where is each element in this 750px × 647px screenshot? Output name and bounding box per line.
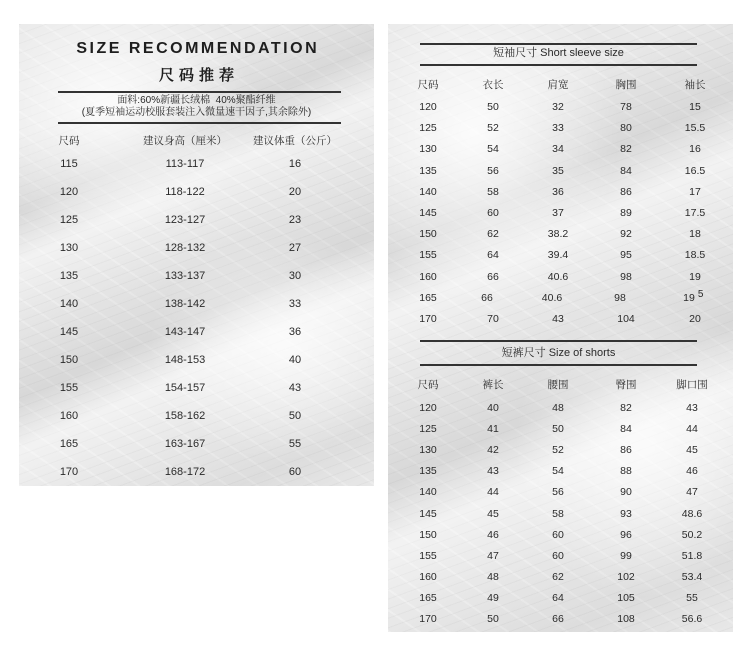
table-cell: 170 — [419, 613, 437, 625]
table-row — [19, 408, 374, 424]
column-header: 臀围 — [615, 379, 637, 391]
table-row — [388, 421, 733, 437]
table-cell: 160 — [419, 571, 437, 583]
table-cell: 41 — [487, 423, 499, 435]
table-cell: 118-122 — [165, 186, 205, 198]
table-cell: 125 — [59, 214, 79, 226]
table-cell: 17.5 — [684, 207, 706, 219]
recommendation-table — [19, 24, 374, 486]
table-cell: 56 — [552, 486, 564, 498]
table-cell: 46 — [487, 529, 499, 541]
table-row — [388, 442, 733, 458]
shorts-table — [388, 24, 733, 632]
table-cell: 92 — [620, 228, 632, 240]
table-cell: 40.6 — [541, 292, 563, 304]
table-cell: 55 — [686, 592, 698, 604]
table-cell: 145 — [419, 207, 437, 219]
table-cell: 33 — [288, 298, 302, 310]
table-row — [388, 463, 733, 479]
table-cell: 170 — [59, 466, 79, 478]
table-cell: 135 — [419, 465, 437, 477]
table-cell: 120 — [419, 101, 437, 113]
table-cell: 50 — [288, 410, 302, 422]
table-row — [19, 436, 374, 452]
table-cell: 143-147 — [164, 326, 206, 338]
table-cell: 48.6 — [681, 508, 703, 520]
table-cell: 160 — [419, 271, 437, 283]
table-cell: 158-162 — [164, 410, 206, 422]
table-cell: 125 — [419, 122, 437, 134]
table-cell: 84 — [620, 165, 632, 177]
table-cell: 60 — [487, 207, 499, 219]
table-cell: 60 — [288, 466, 302, 478]
table-cell: 66 — [552, 613, 564, 625]
table-cell: 16 — [288, 158, 302, 170]
table-cell: 44 — [686, 423, 698, 435]
table-cell: 80 — [620, 122, 632, 134]
table-cell: 40 — [288, 354, 302, 366]
size-detail-panel — [388, 24, 733, 632]
table-cell: 43 — [487, 465, 499, 477]
table-cell: 82 — [620, 143, 632, 155]
table-cell: 84 — [620, 423, 632, 435]
table-row — [388, 527, 733, 543]
table-row — [388, 611, 733, 627]
table-row — [19, 212, 374, 228]
table-cell: 16.5 — [684, 165, 706, 177]
table-cell: 15 — [689, 101, 701, 113]
table-cell: 58 — [487, 186, 499, 198]
table-cell: 140 — [419, 186, 437, 198]
table-cell: 37 — [552, 207, 564, 219]
table-cell: 62 — [487, 228, 499, 240]
table-cell: 102 — [617, 571, 635, 583]
table-row — [388, 400, 733, 416]
table-cell: 78 — [620, 101, 632, 113]
column-header: 袖长 — [684, 79, 706, 91]
short-sleeve-title: 短袖尺寸 Short sleeve size — [493, 47, 624, 59]
table-cell: 155 — [419, 249, 437, 261]
column-header: 肩宽 — [547, 79, 569, 91]
table-cell: 44 — [487, 486, 499, 498]
table-cell: 43 — [552, 313, 564, 325]
table-cell: 55 — [288, 438, 302, 450]
table-cell: 56.6 — [681, 613, 703, 625]
table-cell: 145 — [59, 326, 79, 338]
table-cell: 99 — [620, 550, 632, 562]
table-cell: 113-117 — [165, 158, 205, 170]
table-cell: 40 — [487, 402, 499, 414]
table-cell: 38.2 — [547, 228, 569, 240]
table-cell: 62 — [552, 571, 564, 583]
table-cell: 93 — [620, 508, 632, 520]
table-cell: 52 — [552, 444, 564, 456]
table-cell: 17 — [689, 186, 701, 198]
table-cell: 86 — [620, 444, 632, 456]
column-header: 衣长 — [482, 79, 504, 91]
table-cell: 130 — [419, 143, 437, 155]
table-cell: 16 — [689, 143, 701, 155]
table-cell: 155 — [59, 382, 79, 394]
table-cell: 150 — [419, 228, 437, 240]
table-row — [19, 184, 374, 200]
table-cell: 90 — [620, 486, 632, 498]
table-row — [19, 324, 374, 340]
table-cell: 150 — [419, 529, 437, 541]
table-cell: 18 — [689, 228, 701, 240]
table-cell: 34 — [552, 143, 564, 155]
table-cell: 135 — [59, 270, 79, 282]
column-header: 尺码 — [417, 379, 439, 391]
table-cell: 50.2 — [681, 529, 703, 541]
table-cell: 48 — [487, 571, 499, 583]
table-cell: 45 — [686, 444, 698, 456]
column-header: 脚口围 — [676, 379, 708, 391]
table-cell: 130 — [59, 242, 79, 254]
table-cell: 98 — [620, 271, 632, 283]
table-cell: 49 — [487, 592, 499, 604]
table-cell: 50 — [552, 423, 564, 435]
table-cell: 20 — [288, 186, 302, 198]
table-cell: 89 — [620, 207, 632, 219]
table-cell: 70 — [487, 313, 499, 325]
table-cell: 160 — [59, 410, 79, 422]
table-cell: 40.6 — [547, 271, 569, 283]
table-cell: 58 — [552, 508, 564, 520]
column-header: 建议体重（公斤） — [253, 135, 337, 147]
column-header: 尺码 — [417, 79, 439, 91]
table-cell: 128-132 — [164, 242, 206, 254]
table-cell: 46 — [686, 465, 698, 477]
table-cell: 54 — [552, 465, 564, 477]
table-row — [388, 548, 733, 564]
table-cell: 43 — [686, 402, 698, 414]
table-cell: 125 — [419, 423, 437, 435]
table-cell: 155 — [419, 550, 437, 562]
table-cell: 140 — [419, 486, 437, 498]
table-cell: 150 — [59, 354, 79, 366]
table-cell: 50 — [487, 613, 499, 625]
table-cell: 165 — [419, 292, 437, 304]
table-cell: 64 — [552, 592, 564, 604]
table-row — [19, 352, 374, 368]
table-row — [388, 569, 733, 585]
table-cell: 19 — [689, 271, 701, 283]
table-cell: 39.4 — [547, 249, 569, 261]
table-cell: 148-153 — [164, 354, 206, 366]
table-cell: 64 — [487, 249, 499, 261]
table-cell: 15.5 — [684, 122, 706, 134]
table-cell: 115 — [60, 158, 78, 170]
table-cell: 56 — [487, 165, 499, 177]
table-cell: 42 — [487, 444, 499, 456]
table-cell: 145 — [419, 508, 437, 520]
page-subtitle: 尺码推荐 — [158, 67, 239, 84]
table-row — [19, 296, 374, 312]
table-cell: 138-142 — [164, 298, 206, 310]
table-cell: 82 — [620, 402, 632, 414]
table-cell: 27 — [288, 242, 302, 254]
table-cell: 105 — [617, 592, 635, 604]
table-cell: 35 — [552, 165, 564, 177]
table-row — [19, 464, 374, 480]
table-cell: 18.5 — [684, 249, 706, 261]
column-header: 尺码 — [58, 135, 80, 147]
table-row — [19, 268, 374, 284]
table-cell: 170 — [419, 313, 437, 325]
table-cell: 96 — [620, 529, 632, 541]
size-recommendation-panel — [19, 24, 374, 486]
table-cell: 45 — [487, 508, 499, 520]
table-cell: 36 — [552, 186, 564, 198]
table-row — [388, 506, 733, 522]
table-cell: 60 — [552, 529, 564, 541]
table-cell: 88 — [620, 465, 632, 477]
column-header: 建议身高（厘米） — [143, 135, 227, 147]
shorts-title: 短裤尺寸 Size of shorts — [501, 347, 616, 359]
material-text: 面料:60%新疆长绒棉 40%聚酯纤维 — [117, 95, 276, 106]
table-cell: 120 — [419, 402, 437, 414]
table-cell: 51.8 — [681, 550, 703, 562]
table-cell: 66 — [481, 292, 493, 304]
table-row — [19, 240, 374, 256]
column-header: 腰围 — [547, 379, 569, 391]
table-cell: 47 — [487, 550, 499, 562]
table-row — [388, 590, 733, 606]
table-cell: 23 — [288, 214, 302, 226]
table-cell: 33 — [552, 122, 564, 134]
table-cell: 48 — [552, 402, 564, 414]
table-cell: 165 — [419, 592, 437, 604]
column-header: 胸围 — [615, 79, 637, 91]
table-cell: 53.4 — [681, 571, 703, 583]
table-cell: 50 — [487, 101, 499, 113]
page-title: SIZE RECOMMENDATION — [76, 40, 320, 57]
table-cell: 168-172 — [164, 466, 206, 478]
table-cell: 43 — [288, 382, 302, 394]
note-text: (夏季短袖运动校服套装注入微量速干因子,其余除外) — [81, 107, 312, 118]
table-cell: 60 — [552, 550, 564, 562]
table-cell: 104 — [617, 313, 635, 325]
table-row — [388, 484, 733, 500]
table-cell: 36 — [288, 326, 302, 338]
table-cell: 54 — [487, 143, 499, 155]
table-cell: 165 — [59, 438, 79, 450]
cell-superscript: 5 — [697, 289, 704, 300]
table-cell: 86 — [620, 186, 632, 198]
table-cell: 30 — [288, 270, 302, 282]
table-cell: 66 — [487, 271, 499, 283]
table-cell: 140 — [59, 298, 79, 310]
table-cell: 52 — [487, 122, 499, 134]
table-cell: 133-137 — [164, 270, 206, 282]
table-row — [19, 380, 374, 396]
table-cell: 108 — [617, 613, 635, 625]
table-cell: 135 — [419, 165, 437, 177]
table-cell: 98 — [614, 292, 626, 304]
table-cell: 32 — [552, 101, 564, 113]
column-header: 裤长 — [482, 379, 504, 391]
table-cell: 123-127 — [164, 214, 206, 226]
table-cell: 130 — [419, 444, 437, 456]
table-cell: 95 — [620, 249, 632, 261]
table-cell: 120 — [59, 186, 79, 198]
table-cell: 163-167 — [164, 438, 206, 450]
table-row — [19, 156, 374, 172]
table-cell: 47 — [686, 486, 698, 498]
cell-value: 19 — [683, 292, 695, 304]
table-cell: 154-157 — [164, 382, 206, 394]
table-cell: 20 — [689, 313, 701, 325]
